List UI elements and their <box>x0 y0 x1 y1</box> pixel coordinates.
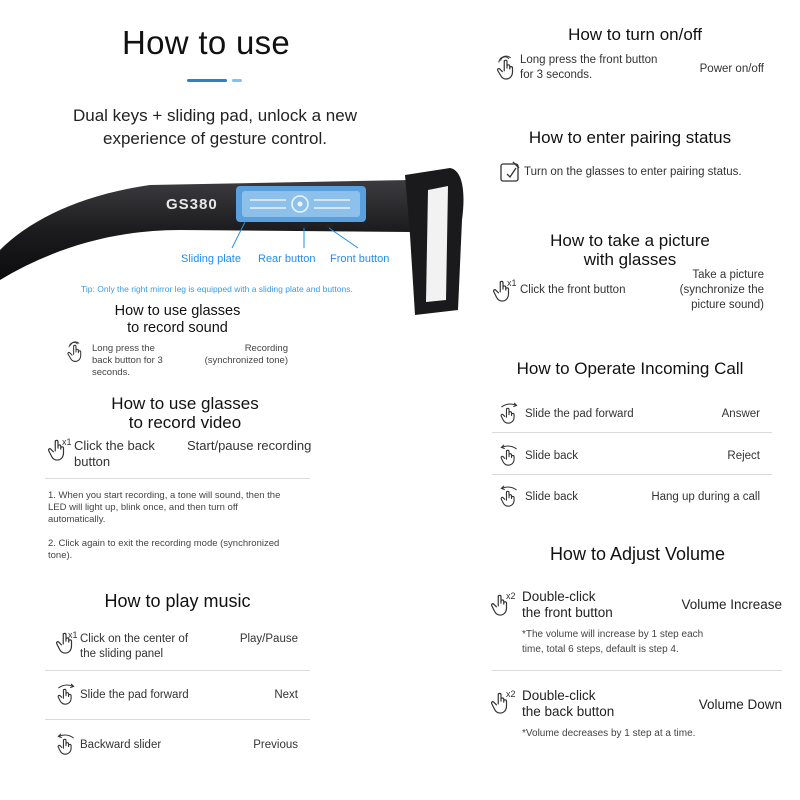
play-music-result-3: Previous <box>253 739 298 751</box>
glasses-illustration <box>0 150 470 320</box>
multiplier-label: x1 <box>68 630 78 640</box>
power-title: How to turn on/off <box>568 25 702 44</box>
page-title: How to use <box>122 24 291 61</box>
play-music-result-1: Play/Pause <box>239 633 298 645</box>
callout-front-button: Front button <box>330 253 390 265</box>
divider <box>492 474 772 475</box>
call-result-2: Reject <box>727 450 760 462</box>
swipe-forward-icon <box>498 400 520 426</box>
play-music-action-2: Slide the pad forward <box>80 689 189 701</box>
lens <box>426 186 448 302</box>
record-video-action: Click the back button <box>74 438 155 469</box>
volume-up-result: Volume Increase <box>681 597 782 612</box>
call-action-1: Slide the pad forward <box>525 408 634 420</box>
volume-up-action: Double-click the front button <box>522 589 613 620</box>
record-video-note-1: 1. When you start recording, a tone will sound, then the LED will light up, blink once, and then turn off automatically. <box>48 490 281 525</box>
power-result: Power on/off <box>699 63 764 75</box>
record-sound-result: Recording (synchronized tone) <box>204 343 288 366</box>
volume-up-note: *The volume will increase by 1 step each time, total 6 steps, default is step 4. <box>522 629 704 655</box>
rear-button-shape <box>300 223 308 228</box>
divider <box>492 432 772 433</box>
multiplier-label: x1 <box>507 278 517 288</box>
intro-text: Dual keys + sliding pad, unlock a new experience of gesture control. <box>73 106 357 148</box>
callout-rear-button: Rear button <box>258 253 316 265</box>
call-result-3: Hang up during a call <box>651 491 760 503</box>
picture-action: Click the front button <box>520 284 626 296</box>
tip-text: Tip: Only the right mirror leg is equipped with a sliding plate and buttons. <box>81 284 353 294</box>
play-music-action-1: Click on the center of the sliding panel <box>80 633 189 660</box>
divider <box>45 670 310 671</box>
front-button-shape <box>325 223 333 228</box>
pairing-icon <box>499 161 521 183</box>
brand-logo: GS380 <box>166 196 218 213</box>
record-video-note-2: 2. Click again to exit the recording mode (synchronized tone). <box>48 538 280 561</box>
incoming-call-title: How to Operate Incoming Call <box>516 359 744 378</box>
hand-press-icon <box>496 55 518 81</box>
pairing-title: How to enter pairing status <box>528 128 732 147</box>
divider <box>45 478 310 479</box>
record-video-title: How to use glasses to record video <box>111 394 259 432</box>
swipe-back-icon <box>55 731 77 757</box>
multiplier-label: x1 <box>62 437 72 447</box>
record-sound-action: Long press the back button for 3 seconds. <box>92 343 163 378</box>
picture-result: Take a picture (synchronize the picture sound) <box>679 269 764 311</box>
record-video-result: Start/pause recording <box>187 438 312 453</box>
call-result-1: Answer <box>721 408 760 420</box>
hand-press-icon <box>66 341 86 363</box>
swipe-back-icon <box>498 483 520 509</box>
play-music-action-3: Backward slider <box>80 739 162 751</box>
callout-sliding-plate: Sliding plate <box>181 253 241 265</box>
multiplier-label: x2 <box>506 689 516 699</box>
multiplier-label: x2 <box>506 591 516 601</box>
picture-title: How to take a picture with glasses <box>550 231 710 269</box>
power-action: Long press the front button for 3 seconds. <box>520 54 658 81</box>
call-action-3: Slide back <box>525 491 579 503</box>
divider <box>492 670 782 671</box>
swipe-forward-icon <box>55 681 77 707</box>
call-action-2: Slide back <box>525 450 579 462</box>
record-sound-title: How to use glasses to record sound <box>114 303 241 336</box>
volume-down-result: Volume Down <box>698 697 782 712</box>
title-accent-bar <box>187 79 227 82</box>
volume-down-note: *Volume decreases by 1 step at a time. <box>522 728 696 739</box>
volume-down-action: Double-click the back button <box>522 688 615 719</box>
title-accent-dot <box>232 79 242 82</box>
play-music-title: How to play music <box>104 591 251 611</box>
divider <box>45 719 310 720</box>
play-music-result-2: Next <box>274 689 298 701</box>
volume-title: How to Adjust Volume <box>549 544 726 564</box>
swipe-back-icon <box>498 442 520 468</box>
pairing-action: Turn on the glasses to enter pairing status. <box>524 166 742 178</box>
